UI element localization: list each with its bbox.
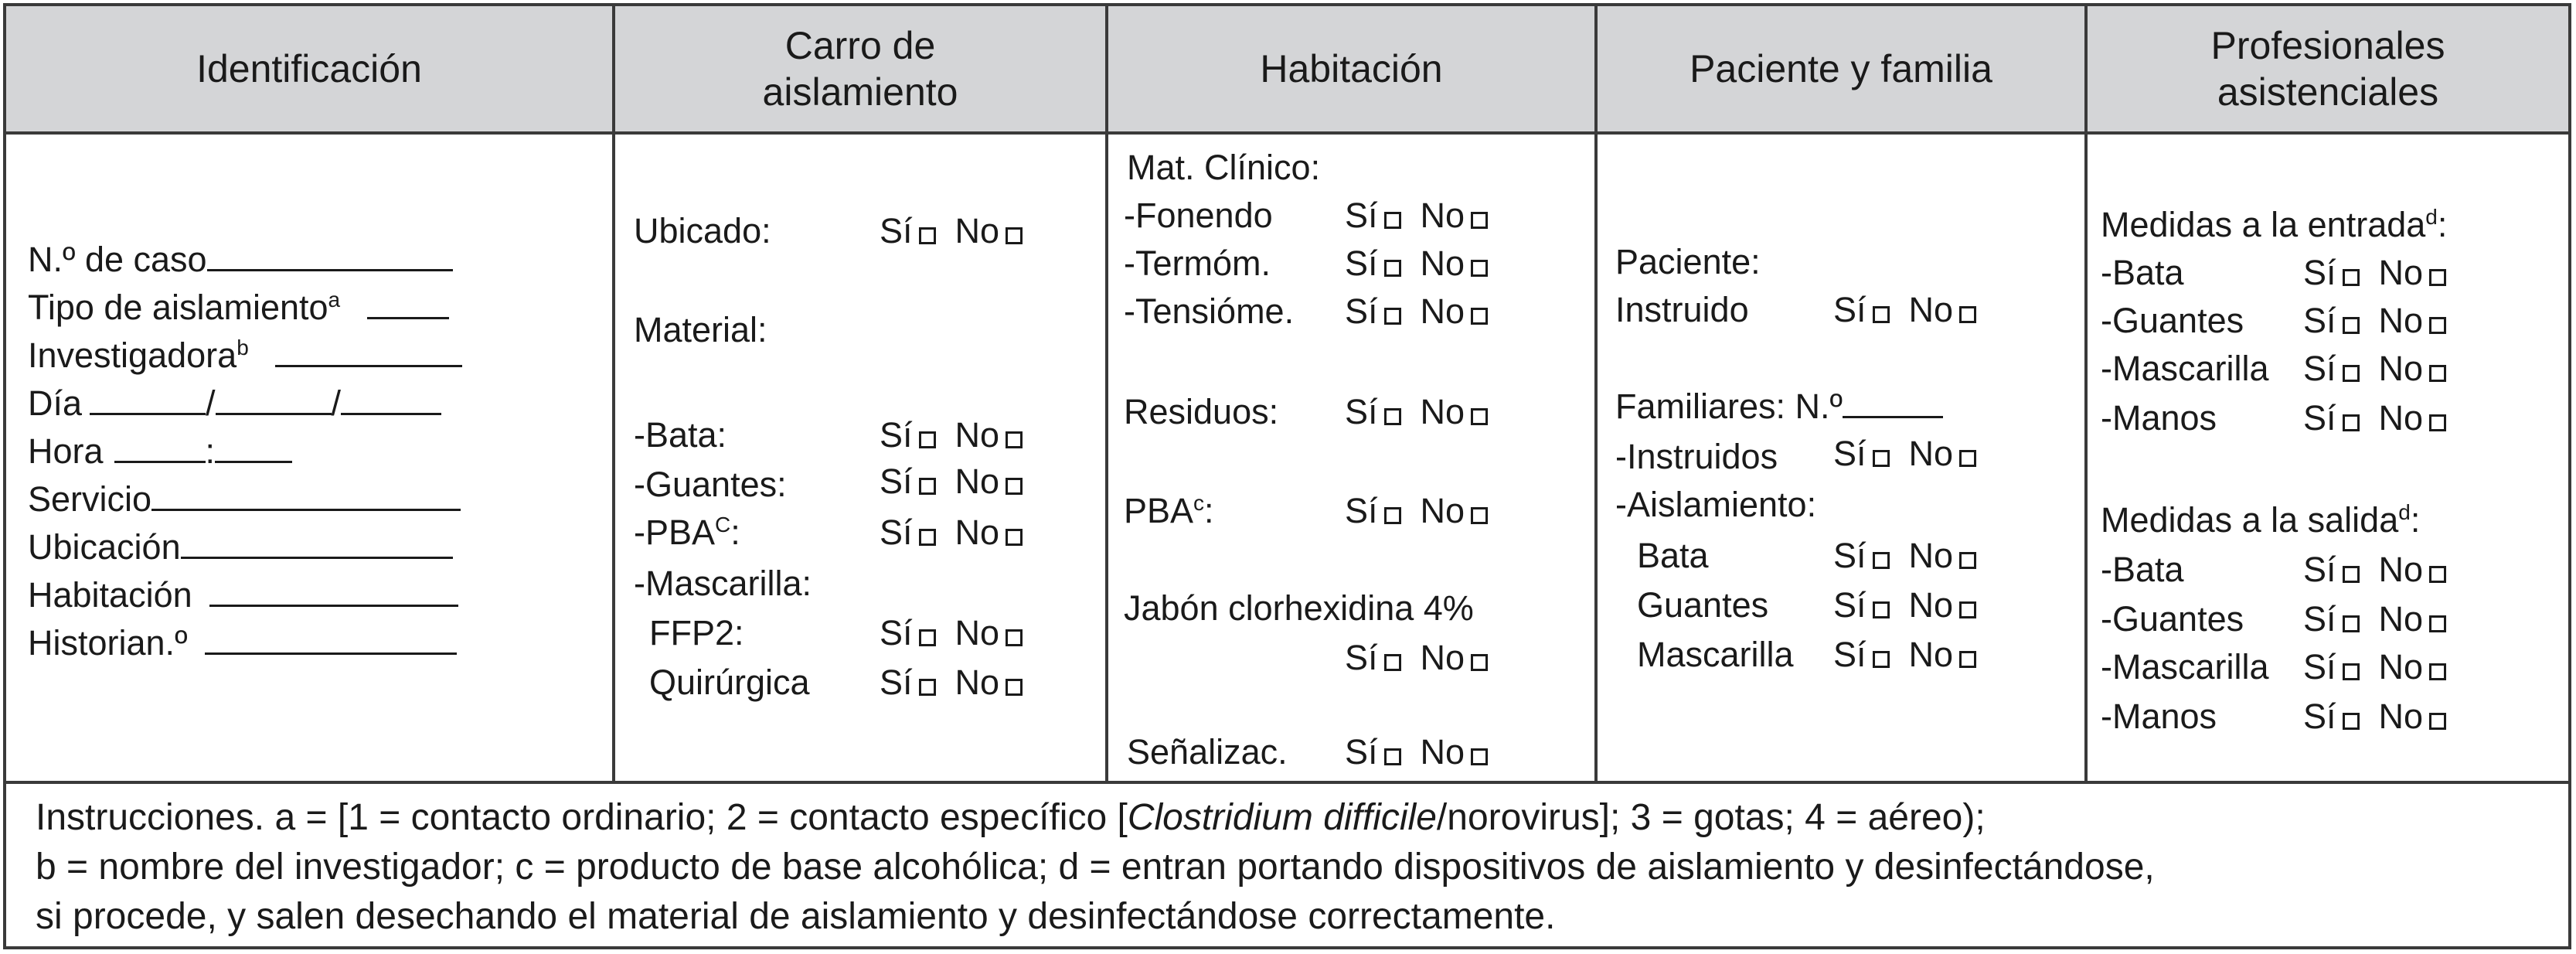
habitacion-blank[interactable] bbox=[209, 575, 458, 607]
mat-clinico-label: Mat. Clínico: bbox=[1127, 148, 1321, 187]
si-label: Sí bbox=[880, 613, 913, 652]
entrada-footnote-mark: d bbox=[2425, 205, 2438, 229]
investigadora-footnote-mark: b bbox=[237, 336, 249, 359]
no-checkbox[interactable] bbox=[1959, 450, 1976, 467]
si-checkbox[interactable] bbox=[2343, 566, 2360, 583]
no-checkbox[interactable] bbox=[1471, 308, 1488, 325]
si-checkbox[interactable] bbox=[2343, 269, 2360, 286]
header-carro-line2: aislamiento bbox=[762, 70, 958, 114]
caso-label: N.º de caso bbox=[28, 240, 207, 279]
material-label: Material: bbox=[634, 310, 767, 349]
no-checkbox[interactable] bbox=[1959, 552, 1976, 569]
header-profesionales-line1: Profesionales bbox=[2210, 24, 2445, 67]
si-label: Sí bbox=[2303, 697, 2336, 736]
no-checkbox[interactable] bbox=[1471, 408, 1488, 425]
carro-pba-colon: : bbox=[730, 513, 740, 552]
table-header bbox=[6, 6, 2568, 135]
header-habitacion bbox=[1108, 6, 1594, 131]
hora-field bbox=[28, 431, 292, 471]
no-checkbox[interactable] bbox=[2429, 713, 2446, 730]
dia-day-blank[interactable] bbox=[90, 383, 206, 415]
no-label: No bbox=[1420, 732, 1465, 772]
header-carro-line1: Carro de bbox=[784, 24, 936, 67]
si-checkbox[interactable] bbox=[2343, 365, 2360, 382]
caso-field bbox=[28, 240, 453, 279]
carro-pba-text: -PBA bbox=[634, 513, 716, 552]
si-checkbox[interactable] bbox=[1384, 260, 1401, 277]
salida-mascarilla-label: -Mascarilla bbox=[2101, 647, 2269, 687]
no-checkbox[interactable] bbox=[1471, 260, 1488, 277]
header-paciente bbox=[1598, 6, 2084, 131]
ubicacion-label: Ubicación bbox=[28, 527, 181, 567]
habitacion-pba-footnote-mark: c bbox=[1193, 491, 1205, 515]
si-checkbox[interactable] bbox=[1384, 748, 1401, 765]
instructions-line-3: si procede, y salen desechando el material de aislamiento y desinfectándose correctamente. bbox=[36, 896, 1556, 937]
paciente-mascarilla-options bbox=[1833, 635, 1976, 674]
dia-label: Día bbox=[28, 383, 83, 423]
carro-guantes-options bbox=[880, 462, 1023, 501]
instruidos-label: -Instruidos bbox=[1615, 437, 1778, 476]
si-checkbox[interactable] bbox=[2343, 663, 2360, 680]
jabon-label: Jabón clorhexidina 4% bbox=[1124, 588, 1474, 628]
ffp2-label: FFP2: bbox=[649, 613, 744, 652]
historia-label: Historian.º bbox=[28, 623, 188, 663]
no-label: No bbox=[955, 663, 1000, 702]
carro-pba-footnote-mark: C bbox=[715, 513, 731, 537]
ubicacion-field bbox=[28, 527, 453, 567]
termom-label: -Termóm. bbox=[1124, 244, 1271, 283]
si-label: Sí bbox=[880, 663, 913, 702]
ubicado-options bbox=[880, 212, 1023, 250]
paciente-guantes-options bbox=[1833, 586, 1976, 625]
no-checkbox[interactable] bbox=[1959, 651, 1976, 668]
termom-options bbox=[1345, 244, 1488, 283]
hora-label: Hora bbox=[28, 431, 104, 471]
entrada-guantes-options bbox=[2303, 302, 2446, 340]
si-checkbox[interactable] bbox=[1873, 552, 1890, 569]
no-checkbox[interactable] bbox=[1006, 529, 1023, 546]
no-label: No bbox=[955, 415, 1000, 455]
no-label: No bbox=[2378, 697, 2424, 736]
si-checkbox[interactable] bbox=[1873, 450, 1890, 467]
no-label: No bbox=[1908, 635, 1954, 674]
ubicacion-blank[interactable] bbox=[181, 527, 453, 559]
si-checkbox[interactable] bbox=[919, 227, 936, 244]
no-label: No bbox=[955, 462, 1000, 501]
habitacion-pba-options bbox=[1345, 492, 1488, 530]
si-label: Sí bbox=[2303, 599, 2336, 639]
familiares-field bbox=[1615, 387, 1943, 426]
si-label: Sí bbox=[2303, 301, 2336, 340]
instructions-line-1b: /norovirus]; 3 = gotas; 4 = aéreo); bbox=[1436, 797, 1986, 838]
si-checkbox[interactable] bbox=[1384, 654, 1401, 671]
tipo-label: Tipo de aislamiento bbox=[28, 288, 328, 327]
si-checkbox[interactable] bbox=[1384, 308, 1401, 325]
no-label: No bbox=[2378, 301, 2424, 340]
carro-bata-label: -Bata: bbox=[634, 415, 727, 455]
si-checkbox[interactable] bbox=[919, 629, 936, 646]
no-checkbox[interactable] bbox=[1471, 748, 1488, 765]
residuos-label: Residuos: bbox=[1124, 392, 1279, 431]
si-checkbox[interactable] bbox=[2343, 615, 2360, 632]
no-checkbox[interactable] bbox=[1006, 679, 1023, 696]
entrada-colon: : bbox=[2437, 205, 2448, 244]
header-habitacion-label: Habitación bbox=[1260, 47, 1443, 90]
entrada-manos-options bbox=[2303, 399, 2446, 438]
salida-footnote-mark: d bbox=[2398, 500, 2411, 524]
habitacion-pba-colon: : bbox=[1204, 491, 1214, 530]
investigadora-blank[interactable] bbox=[275, 336, 462, 367]
no-label: No bbox=[1420, 244, 1465, 283]
no-label: No bbox=[2378, 349, 2424, 388]
no-label: No bbox=[1420, 638, 1465, 677]
header-profesionales bbox=[2088, 6, 2568, 131]
si-label: Sí bbox=[2303, 253, 2336, 292]
instructions-line-1a: Instrucciones. a = [1 = contacto ordinario; 2 = contacto específico [ bbox=[36, 797, 1128, 838]
no-label: No bbox=[2378, 253, 2424, 292]
instruido-options bbox=[1833, 291, 1976, 329]
jabon-options bbox=[1345, 639, 1488, 677]
no-checkbox[interactable] bbox=[1959, 601, 1976, 618]
habitacion-pba-text: PBA bbox=[1124, 491, 1194, 530]
no-label: No bbox=[955, 613, 1000, 652]
no-checkbox[interactable] bbox=[1006, 629, 1023, 646]
header-identificacion-label: Identificación bbox=[196, 47, 422, 90]
no-label: No bbox=[955, 211, 1000, 250]
si-label: Sí bbox=[1833, 585, 1866, 625]
header-identificacion bbox=[6, 6, 612, 131]
si-label: Sí bbox=[880, 462, 913, 501]
no-label: No bbox=[1908, 434, 1954, 473]
instructions-footer bbox=[6, 781, 2568, 949]
header-profesionales-line2: asistenciales bbox=[2217, 70, 2439, 114]
si-label: Sí bbox=[1345, 732, 1378, 772]
no-checkbox[interactable] bbox=[1959, 306, 1976, 323]
instruidos-options bbox=[1833, 434, 1976, 473]
no-checkbox[interactable] bbox=[2429, 269, 2446, 286]
habitacion-label: Habitación bbox=[28, 575, 192, 615]
no-checkbox[interactable] bbox=[1471, 507, 1488, 524]
no-label: No bbox=[1908, 290, 1954, 329]
si-checkbox[interactable] bbox=[2343, 317, 2360, 334]
si-checkbox[interactable] bbox=[1384, 408, 1401, 425]
entrada-bata-options bbox=[2303, 254, 2446, 292]
si-label: Sí bbox=[1345, 196, 1378, 235]
si-checkbox[interactable] bbox=[1873, 651, 1890, 668]
no-label: No bbox=[955, 513, 1000, 552]
si-label: Sí bbox=[2303, 349, 2336, 388]
familiares-blank[interactable] bbox=[1843, 387, 1943, 418]
si-label: Sí bbox=[1345, 392, 1378, 431]
no-label: No bbox=[1908, 536, 1954, 575]
no-label: No bbox=[1420, 491, 1465, 530]
hora-hours-blank[interactable] bbox=[114, 431, 206, 463]
habitacion-field bbox=[28, 575, 458, 615]
si-checkbox[interactable] bbox=[2343, 713, 2360, 730]
carro-mascarilla-label: -Mascarilla: bbox=[634, 564, 812, 603]
servicio-field bbox=[28, 479, 461, 519]
no-checkbox[interactable] bbox=[1006, 478, 1023, 495]
no-checkbox[interactable] bbox=[2429, 414, 2446, 431]
dia-month-blank[interactable] bbox=[216, 383, 332, 415]
ffp2-options bbox=[880, 614, 1023, 652]
tipo-blank[interactable] bbox=[367, 288, 449, 319]
no-checkbox[interactable] bbox=[1006, 431, 1023, 448]
servicio-label: Servicio bbox=[28, 479, 152, 519]
no-label: No bbox=[2378, 550, 2424, 589]
fonendo-options bbox=[1345, 196, 1488, 235]
no-label: No bbox=[1420, 196, 1465, 235]
header-carro bbox=[615, 6, 1105, 131]
quirurgica-label: Quirúrgica bbox=[649, 663, 810, 702]
no-checkbox[interactable] bbox=[2429, 317, 2446, 334]
no-label: No bbox=[2378, 398, 2424, 438]
paciente-mascarilla-label: Mascarilla bbox=[1637, 635, 1794, 674]
no-checkbox[interactable] bbox=[1006, 227, 1023, 244]
si-checkbox[interactable] bbox=[919, 478, 936, 495]
instructions-line-1 bbox=[36, 795, 1986, 841]
entrada-bata-label: -Bata bbox=[2101, 253, 2184, 292]
carro-bata-options bbox=[880, 416, 1023, 455]
no-checkbox[interactable] bbox=[2429, 566, 2446, 583]
dia-slash: / bbox=[331, 383, 342, 423]
paciente-guantes-label: Guantes bbox=[1637, 585, 1769, 625]
si-label: Sí bbox=[1345, 244, 1378, 283]
si-checkbox[interactable] bbox=[1384, 212, 1401, 229]
ubicado-label: Ubicado: bbox=[634, 211, 771, 250]
instructions-line-1-italic: Clostridium difficile bbox=[1127, 797, 1437, 838]
salida-bata-options bbox=[2303, 550, 2446, 589]
si-checkbox[interactable] bbox=[1873, 601, 1890, 618]
entrada-mascarilla-options bbox=[2303, 349, 2446, 388]
si-label: Sí bbox=[2303, 550, 2336, 589]
paciente-bata-label: Bata bbox=[1637, 536, 1709, 575]
form-table bbox=[3, 3, 2571, 949]
tipo-field bbox=[28, 288, 449, 327]
si-checkbox[interactable] bbox=[919, 431, 936, 448]
tensiome-label: -Tensióme. bbox=[1124, 291, 1295, 331]
carro-pba-options bbox=[880, 513, 1023, 552]
investigadora-label: Investigadora bbox=[28, 336, 237, 375]
quirurgica-options bbox=[880, 663, 1023, 702]
salida-colon: : bbox=[2410, 500, 2421, 540]
no-label: No bbox=[2378, 647, 2424, 687]
si-label: Sí bbox=[1833, 635, 1866, 674]
senalizac-label: Señalizac. bbox=[1127, 732, 1288, 772]
salida-heading bbox=[2101, 501, 2420, 540]
no-checkbox[interactable] bbox=[2429, 663, 2446, 680]
carro-pba-label bbox=[634, 513, 740, 552]
fonendo-label: -Fonendo bbox=[1124, 196, 1273, 235]
carro-guantes-label: -Guantes: bbox=[634, 465, 787, 504]
habitacion-pba-label bbox=[1124, 492, 1214, 530]
si-checkbox[interactable] bbox=[919, 679, 936, 696]
no-checkbox[interactable] bbox=[1471, 212, 1488, 229]
tensiome-options bbox=[1345, 292, 1488, 331]
si-label: Sí bbox=[1345, 291, 1378, 331]
salida-bata-label: -Bata bbox=[2101, 550, 2184, 589]
instruido-label: Instruido bbox=[1615, 290, 1749, 329]
no-checkbox[interactable] bbox=[2429, 365, 2446, 382]
si-checkbox[interactable] bbox=[1873, 306, 1890, 323]
salida-manos-label: -Manos bbox=[2101, 697, 2217, 736]
si-checkbox[interactable] bbox=[1384, 507, 1401, 524]
servicio-blank[interactable] bbox=[151, 479, 461, 511]
salida-guantes-options bbox=[2303, 600, 2446, 639]
historia-field bbox=[28, 623, 457, 663]
paciente-label: Paciente: bbox=[1615, 242, 1761, 281]
entrada-guantes-label: -Guantes bbox=[2101, 301, 2244, 340]
instructions-line-2: b = nombre del investigador; c = producto de base alcohólica; d = entran portando dispositivos de aislamiento y desinfectándose, bbox=[36, 847, 2155, 888]
si-label: Sí bbox=[1833, 536, 1866, 575]
entrada-label: Medidas a la entrada bbox=[2101, 205, 2426, 244]
dia-year-blank[interactable] bbox=[341, 383, 441, 415]
no-label: No bbox=[1420, 291, 1465, 331]
paciente-bata-options bbox=[1833, 537, 1976, 575]
entrada-heading bbox=[2101, 206, 2447, 244]
si-label: Sí bbox=[2303, 647, 2336, 687]
salida-guantes-label: -Guantes bbox=[2101, 599, 2244, 639]
aislamiento-label: -Aislamiento: bbox=[1615, 485, 1817, 524]
si-label: Sí bbox=[1345, 638, 1378, 677]
no-label: No bbox=[1420, 392, 1465, 431]
header-paciente-label: Paciente y familia bbox=[1690, 47, 1992, 90]
familiares-label: Familiares: N.º bbox=[1615, 387, 1843, 426]
si-label: Sí bbox=[2303, 398, 2336, 438]
si-checkbox[interactable] bbox=[919, 529, 936, 546]
si-label: Sí bbox=[880, 415, 913, 455]
senalizac-options bbox=[1345, 733, 1488, 772]
si-label: Sí bbox=[880, 513, 913, 552]
no-label: No bbox=[2378, 599, 2424, 639]
si-label: Sí bbox=[1345, 491, 1378, 530]
salida-manos-options bbox=[2303, 697, 2446, 736]
si-label: Sí bbox=[1833, 290, 1866, 329]
table-body bbox=[6, 135, 2568, 781]
salida-mascarilla-options bbox=[2303, 648, 2446, 687]
dia-slash: / bbox=[206, 383, 216, 423]
investigadora-field bbox=[28, 336, 462, 375]
salida-label: Medidas a la salida bbox=[2101, 500, 2399, 540]
si-label: Sí bbox=[880, 211, 913, 250]
hora-minutes-blank[interactable] bbox=[215, 431, 292, 463]
no-label: No bbox=[1908, 585, 1954, 625]
si-label: Sí bbox=[1833, 434, 1866, 473]
no-checkbox[interactable] bbox=[1471, 654, 1488, 671]
caso-blank[interactable] bbox=[207, 240, 453, 271]
historia-blank[interactable] bbox=[205, 623, 457, 655]
entrada-manos-label: -Manos bbox=[2101, 398, 2217, 438]
tipo-footnote-mark: a bbox=[328, 288, 341, 312]
si-checkbox[interactable] bbox=[2343, 414, 2360, 431]
entrada-mascarilla-label: -Mascarilla bbox=[2101, 349, 2269, 388]
no-checkbox[interactable] bbox=[2429, 615, 2446, 632]
hora-colon: : bbox=[205, 431, 216, 471]
residuos-options bbox=[1345, 393, 1488, 431]
dia-field bbox=[28, 383, 441, 423]
